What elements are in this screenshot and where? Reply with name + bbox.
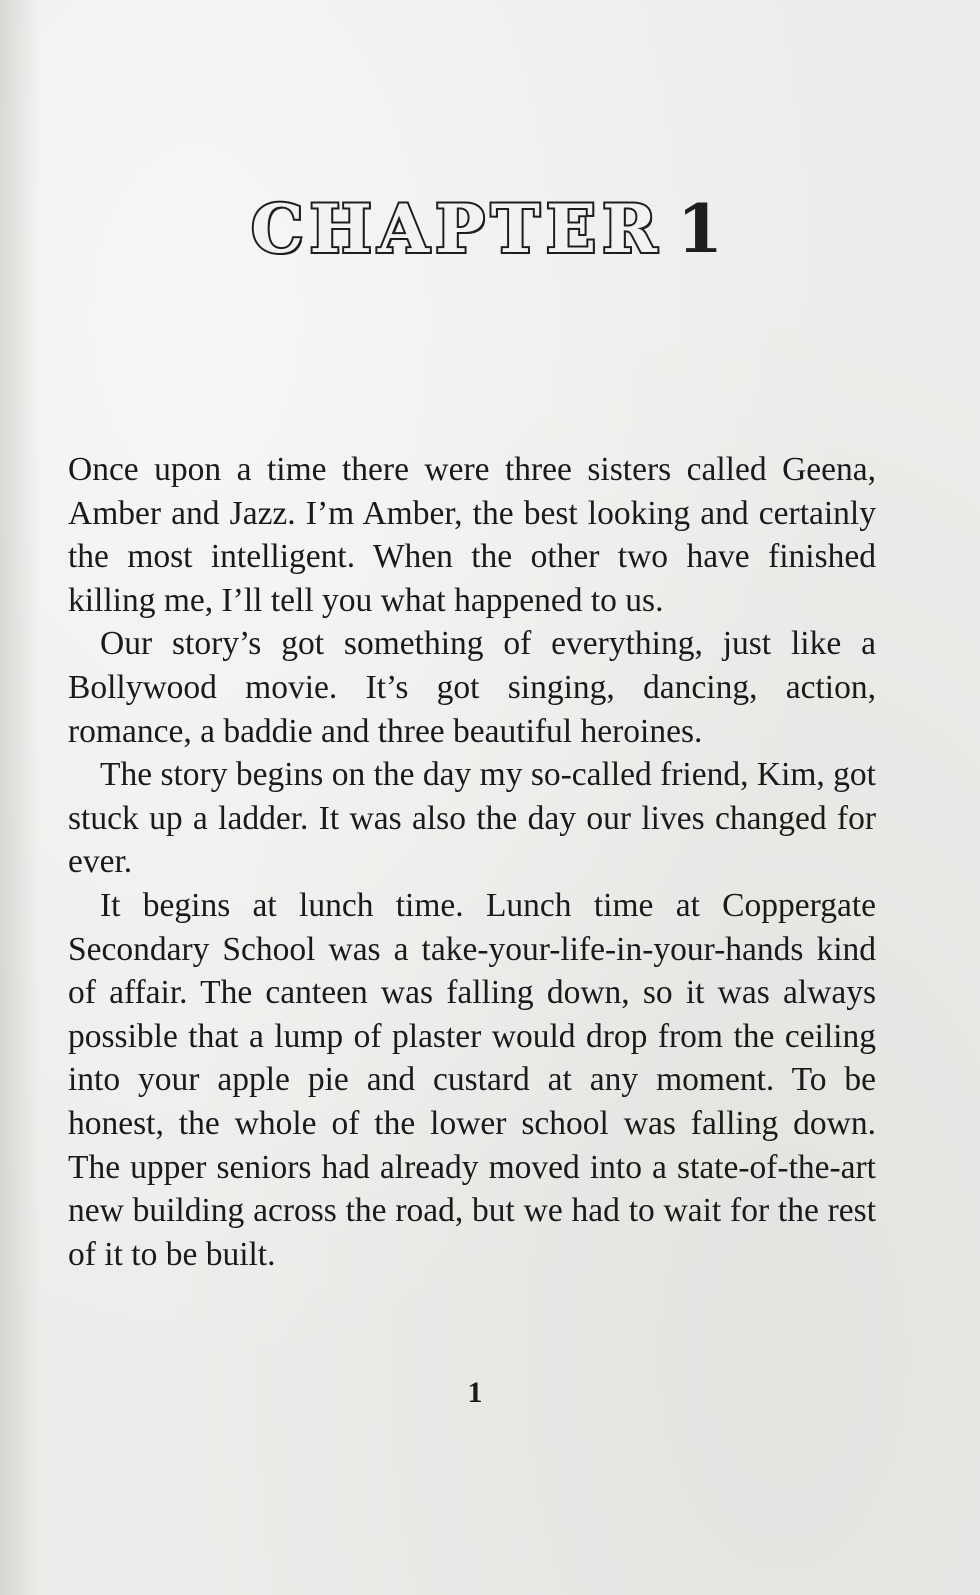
paragraph-1: Once upon a time there were three sisters called Geena, Amber and Jazz. I’m Amber, the best looking and certainly the most intelligent. When the other two have finished killing me, I’ll tell you what happened to us. xyxy=(68,451,876,619)
chapter-heading-number: 1 xyxy=(677,190,729,268)
chapter-body xyxy=(68,448,876,1276)
chapter-heading-word: CHAPTER xyxy=(251,190,664,268)
chapter-heading xyxy=(0,190,980,268)
paragraph-4: It begins at lunch time. Lunch time at Coppergate Secondary School was a take-your-life-in-your-hands kind of affair. The canteen was falling down, so it was always possible that a lump of plaster would drop from the ceiling into your apple pie and custard at any moment. To be honest, the whole of the lower school was falling down. The upper seniors had already moved into a state-of-the-art new building across the road, but we had to wait for the rest of it to be built. xyxy=(68,886,876,1273)
paragraph-2: Our story’s got something of everything, just like a Bollywood movie. It’s got singing, dancing, action, romance, a baddie and three beautiful heroines. xyxy=(68,625,876,750)
paragraph-3: The story begins on the day my so-called friend, Kim, got stuck up a ladder. It was also the day our lives changed for ever. xyxy=(68,756,876,881)
page-number: 1 xyxy=(467,1376,483,1409)
